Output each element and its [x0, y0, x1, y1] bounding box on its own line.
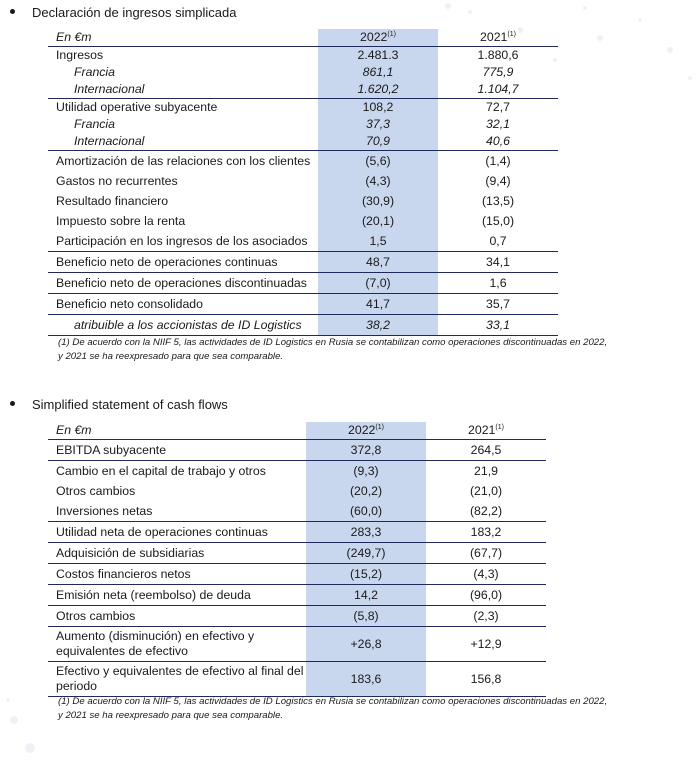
- cashflow-row-2021: (82,2): [426, 501, 546, 522]
- income-row-label: Resultado financiero: [56, 193, 169, 208]
- income-row-2021: (15,0): [481, 213, 515, 228]
- cashflow-row-2022: +26,8: [306, 627, 426, 662]
- income-row-label: Beneficio neto consolidado: [48, 294, 318, 315]
- cashflow-row-2021: (4,3): [426, 564, 546, 585]
- cashflow-row-2022: 372,8: [306, 440, 426, 461]
- cashflow-row-2021: 156,8: [426, 662, 546, 697]
- income-row-label: Gastos no recurrentes: [56, 173, 178, 188]
- cashflow-row-label: EBITDA subyacente: [48, 440, 306, 461]
- income-row-label: Internacional: [48, 81, 318, 99]
- cashflow-row-label: Emisión neta (reembolso) de deuda: [48, 585, 306, 606]
- income-row-label: Utilidad operative subyacente: [56, 100, 218, 114]
- cashflow-row-2022: 283,3: [306, 522, 426, 543]
- income-footnote: (1) De acuerdo con la NIIF 5, las actividades de ID Logistics en Rusia se contabilizan como operaciones discontinuadas en 2022, y 2021 se ha reexpresado para que sea comparable.: [58, 337, 608, 362]
- bullet-icon: [10, 9, 15, 14]
- income-row-2021: 34,1: [438, 252, 558, 273]
- cashflow-row-2021: (2,3): [426, 606, 546, 627]
- income-row-label: Impuesto sobre la renta: [56, 213, 186, 228]
- income-statement-table: [48, 29, 558, 336]
- income-section-title: [10, 5, 237, 20]
- cashflow-header-2021: 2021$^{(1)}$: [426, 422, 546, 440]
- income-row-2022: 37,3: [318, 116, 438, 133]
- cashflow-row-label: Adquisición de subsidiarias: [48, 543, 306, 564]
- income-row-2022: (20,1): [318, 211, 438, 231]
- income-row-2022: (4,3): [318, 171, 438, 191]
- cashflow-header-2022: 2022$^{(1)}$: [306, 422, 426, 440]
- income-row-2022: 108,2: [318, 99, 438, 117]
- income-row-label: Francia: [74, 117, 116, 131]
- income-row-2022: 1,5: [318, 231, 438, 252]
- cashflow-section-title: [10, 397, 228, 412]
- income-row-label: Beneficio neto de operaciones continuas: [48, 252, 318, 273]
- income-row-2021: 35,7: [438, 294, 558, 315]
- income-row-label: Participación en los ingresos de los asociados: [48, 231, 318, 252]
- cashflow-header-label: En €m: [48, 422, 306, 440]
- cashflow-row-2021: (67,7): [426, 543, 546, 564]
- income-title-text: Declaración de ingresos simplicada: [32, 5, 237, 20]
- cashflow-row-2021: (96,0): [426, 585, 546, 606]
- income-row-2022: 2.481.3: [318, 47, 438, 65]
- cashflow-row-2022: (15,2): [306, 564, 426, 585]
- cashflow-row-2022: 14,2: [306, 585, 426, 606]
- income-row-label: Internacional: [48, 133, 318, 151]
- cashflow-title-text: Simplified statement of cash flows: [32, 397, 228, 412]
- income-row-2022: 41,7: [318, 294, 438, 315]
- income-row-2021: (9,4): [485, 173, 511, 188]
- income-row-2021: 1,6: [438, 273, 558, 294]
- cashflow-statement-table: [48, 422, 546, 697]
- cashflow-row-label: Efectivo y equivalentes de efectivo al final del periodo: [48, 662, 306, 697]
- income-row-2021: (13,5): [481, 193, 515, 208]
- cashflow-row-label: Costos financieros netos: [48, 564, 306, 585]
- income-row-2021: (1,4): [485, 153, 511, 168]
- income-row-2021: 40,6: [438, 133, 558, 151]
- cashflow-row-2021: +12,9: [426, 627, 546, 662]
- income-row-label: Amortización de las relaciones con los clientes: [56, 153, 311, 168]
- income-row-2022: (5,6): [318, 151, 438, 172]
- income-header-2022: 2022$^{(1)}$: [318, 29, 438, 47]
- income-row-label: Ingresos: [56, 48, 104, 62]
- cashflow-row-2022: (60,0): [306, 501, 426, 522]
- income-row-2021: 1.104,7: [438, 81, 558, 99]
- cashflow-row-label: Utilidad neta de operaciones continuas: [48, 522, 306, 543]
- cashflow-row-2021: 183,2: [426, 522, 546, 543]
- income-row-2022: 1.620,2: [318, 81, 438, 99]
- income-row-2021: 72,7: [486, 100, 510, 114]
- cashflow-row-2022: (5,8): [306, 606, 426, 627]
- income-row-2021: 0,7: [438, 231, 558, 252]
- bullet-icon: [10, 401, 15, 406]
- cashflow-row-2022: (249,7): [306, 543, 426, 564]
- income-row-label: Francia: [74, 65, 116, 79]
- income-header-label: En €m: [48, 29, 318, 47]
- cashflow-row-2022: (9,3): [306, 461, 426, 482]
- cashflow-row-label: Otros cambios: [48, 606, 306, 627]
- cashflow-row-label: Aumento (disminución) en efectivo y equivalentes de efectivo: [48, 627, 306, 662]
- cashflow-row-label: Otros cambios: [56, 483, 136, 498]
- cashflow-row-2022: 183,6: [306, 662, 426, 697]
- income-row-2022: 48,7: [318, 252, 438, 273]
- income-row-2022: (30,9): [318, 191, 438, 211]
- income-row-2022: 861,1: [318, 64, 438, 81]
- income-row-2022: 70,9: [318, 133, 438, 151]
- income-row-2021: 32,1: [486, 117, 510, 131]
- income-row-2021: 775,9: [482, 65, 514, 79]
- cashflow-row-2021: 21,9: [474, 463, 498, 478]
- cashflow-row-label: Cambio en el capital de trabajo y otros: [56, 463, 266, 478]
- income-row-2021: 1.880,6: [477, 48, 519, 62]
- income-row-2022: 38,2: [318, 315, 438, 336]
- cashflow-row-2021: 264,5: [426, 440, 546, 461]
- income-header-2021: 2021$^{(1)}$: [438, 29, 558, 47]
- income-row-2022: (7,0): [318, 273, 438, 294]
- cashflow-row-label: Inversiones netas: [48, 501, 306, 522]
- cashflow-row-2022: (20,2): [306, 481, 426, 501]
- cashflow-row-2021: (21,0): [469, 483, 503, 498]
- income-row-label: Beneficio neto de operaciones discontinuadas: [48, 273, 318, 294]
- income-row-label: atribuible a los accionistas de ID Logistics: [48, 315, 318, 336]
- income-row-2021: 33,1: [438, 315, 558, 336]
- cashflow-footnote: (1) De acuerdo con la NIIF 5, las actividades de ID Logistics en Rusia se contabilizan como operaciones discontinuadas en 2022, y 2021 se ha reexpresado para que sea comparable.: [58, 696, 608, 721]
